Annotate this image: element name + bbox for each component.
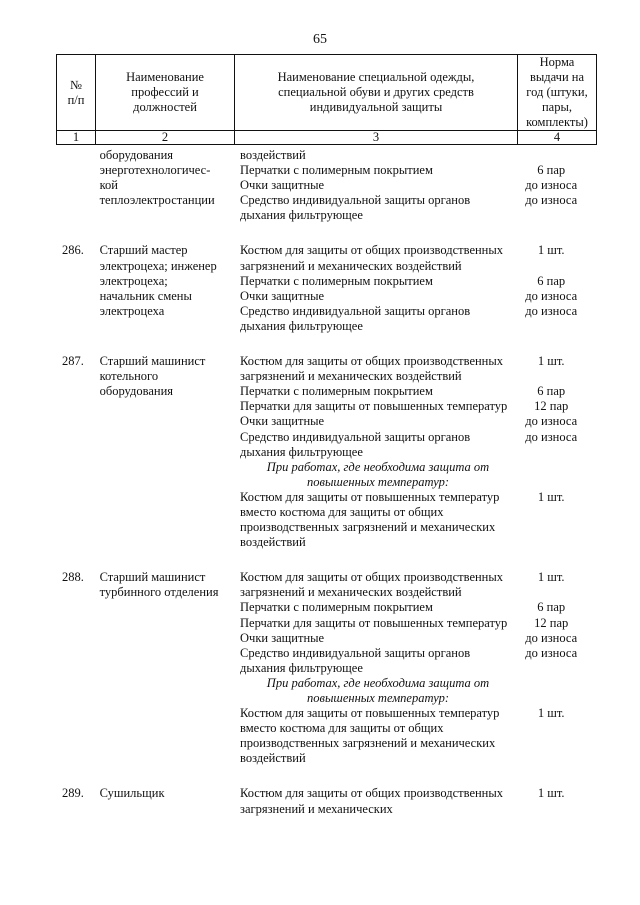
- row-number: 289.: [62, 786, 84, 801]
- profession-line: электроцеха;: [99, 273, 168, 288]
- header-num-4: 4: [518, 131, 597, 145]
- item-norm: 6 пар: [537, 600, 566, 615]
- item-name: Перчатки для защиты от повышенных температур: [240, 399, 508, 414]
- profession-line: Старший машинист: [99, 570, 206, 585]
- items-cell: [238, 354, 588, 550]
- header-num-3: 3: [235, 131, 518, 145]
- work-condition: При работах, где необходима защита от повышенных температур:: [266, 675, 490, 705]
- header-col-number: [57, 55, 96, 131]
- item-name: Средство индивидуальной защиты органов дыхания фильтрующее: [240, 645, 471, 675]
- profession-line: турбинного отделения: [99, 585, 219, 600]
- profession-line: теплоэлектростанции: [99, 193, 215, 208]
- profession-cell: [98, 570, 238, 766]
- profession-line: оборудования: [99, 384, 174, 399]
- item-norm: 12 пар: [534, 399, 569, 414]
- profession-line: Старший мастер: [99, 243, 188, 258]
- item-row: [238, 430, 588, 460]
- table-body: [56, 148, 588, 817]
- item-norm: до износа: [525, 429, 578, 444]
- item-row: [238, 243, 588, 273]
- item-norm: [514, 148, 588, 163]
- item-norm: до износа: [525, 178, 578, 193]
- header-col-norm-label: Норма выдачи на год (штуки, пары, комплекты): [526, 55, 588, 129]
- item-row: [238, 354, 588, 384]
- item-name: Средство индивидуальной защиты органов дыхания фильтрующее: [240, 303, 471, 333]
- item-row: [238, 178, 588, 193]
- item-name: Перчатки для защиты от повышенных температур: [240, 615, 508, 630]
- profession-line: Сушильщик: [99, 786, 165, 801]
- item-row: [238, 163, 588, 178]
- item-norm: до износа: [525, 645, 578, 660]
- row-number: 286.: [62, 243, 84, 258]
- item-row: [238, 646, 588, 676]
- row-number: 288.: [62, 570, 84, 585]
- profession-cell: [98, 786, 238, 816]
- item-row: [238, 384, 588, 399]
- profession-cell: [98, 148, 238, 223]
- item-norm: до износа: [525, 303, 578, 318]
- item-norm: 6 пар: [537, 163, 566, 178]
- item-name: Перчатки с полимерным покрытием: [240, 163, 433, 178]
- item-name: воздействий: [240, 148, 306, 162]
- item-name: Костюм для защиты от повышенных температур вместо костюма для защиты от общих производственных загрязнений и механических воздействий: [240, 489, 500, 550]
- item-name: Костюм для защиты от общих производственных загрязнений и механических воздействий: [240, 354, 504, 384]
- item-row: [238, 414, 588, 429]
- item-name: Средство индивидуальной защиты органов дыхания фильтрующее: [240, 429, 471, 459]
- item-row: [238, 706, 588, 766]
- item-name: Перчатки с полимерным покрытием: [240, 600, 433, 615]
- table-row: [56, 243, 588, 334]
- item-row: [238, 600, 588, 615]
- table-header: [56, 54, 597, 145]
- item-norm: до износа: [525, 193, 578, 208]
- item-row: [238, 490, 588, 550]
- item-name: Костюм для защиты от повышенных температур вместо костюма для защиты от общих производственных загрязнений и механических воздействий: [240, 706, 500, 766]
- item-norm: 6 пар: [537, 273, 566, 288]
- items-cell: [238, 570, 588, 766]
- profession-cell: [98, 243, 238, 334]
- item-norm: 1 шт.: [537, 786, 565, 801]
- table-row: [56, 570, 588, 766]
- item-name: Средство индивидуальной защиты органов дыхания фильтрующее: [240, 193, 471, 223]
- header-col-items: [235, 55, 518, 131]
- profession-line: начальник смены: [99, 288, 192, 303]
- header-col-norm: [518, 55, 597, 131]
- item-name: Перчатки с полимерным покрытием: [240, 384, 433, 399]
- item-name: Очки защитные: [240, 178, 325, 193]
- item-norm: до износа: [525, 630, 578, 645]
- row-number: [56, 148, 98, 223]
- profession-line: котельного: [99, 369, 159, 384]
- item-row: [238, 616, 588, 631]
- item-norm: 1 шт.: [537, 706, 565, 721]
- item-row: [238, 289, 588, 304]
- item-name: Очки защитные: [240, 414, 325, 429]
- row-number: 287.: [62, 354, 84, 369]
- item-row: [238, 631, 588, 646]
- work-condition: При работах, где необходима защита от повышенных температур:: [266, 459, 490, 489]
- item-name: Очки защитные: [240, 288, 325, 303]
- item-name: Костюм для защиты от общих производственных загрязнений и механических: [240, 786, 504, 816]
- item-row: [238, 786, 588, 816]
- item-norm: 1 шт.: [537, 489, 565, 504]
- profession-line: кой: [99, 178, 118, 193]
- header-num-1: 1: [57, 131, 96, 145]
- profession-line: электроцеха; инженер: [99, 258, 217, 273]
- profession-line: оборудования: [99, 148, 174, 162]
- header-col-profession-label: Наименование профессий и должностей: [126, 70, 204, 114]
- item-name: Перчатки с полимерным покрытием: [240, 273, 433, 288]
- item-norm: 1 шт.: [537, 243, 565, 258]
- item-row: [238, 570, 588, 600]
- item-name: Костюм для защиты от общих производственных загрязнений и механических воздействий: [240, 243, 504, 273]
- page-number: 65: [313, 32, 327, 47]
- item-norm: 6 пар: [537, 384, 566, 399]
- items-cell: [238, 148, 588, 223]
- table-row: [56, 786, 588, 816]
- profession-line: энерготехнологичес-: [99, 163, 211, 178]
- item-norm: 1 шт.: [537, 570, 565, 585]
- profession-cell: [98, 354, 238, 550]
- header-col-number-label: № п/п: [67, 77, 85, 107]
- item-row: [238, 304, 588, 334]
- items-cell: [238, 243, 588, 334]
- header-col-items-label: Наименование специальной одежды, специальной обуви и других средств индивидуальной защиты: [277, 70, 475, 114]
- table-row: [56, 148, 588, 223]
- item-norm: 12 пар: [534, 615, 569, 630]
- item-row: [238, 193, 588, 223]
- profession-line: Старший машинист: [99, 354, 206, 369]
- item-row: [238, 399, 588, 414]
- header-num-2: 2: [96, 131, 235, 145]
- item-norm: до износа: [525, 414, 578, 429]
- item-norm: до износа: [525, 288, 578, 303]
- item-name: Очки защитные: [240, 630, 325, 645]
- item-row: [238, 274, 588, 289]
- header-col-profession: [96, 55, 235, 131]
- profession-line: электроцеха: [99, 303, 165, 318]
- items-cell: [238, 786, 588, 816]
- item-row: [238, 148, 588, 163]
- item-norm: 1 шт.: [537, 354, 565, 369]
- item-name: Костюм для защиты от общих производственных загрязнений и механических воздействий: [240, 570, 504, 600]
- table-row: [56, 354, 588, 550]
